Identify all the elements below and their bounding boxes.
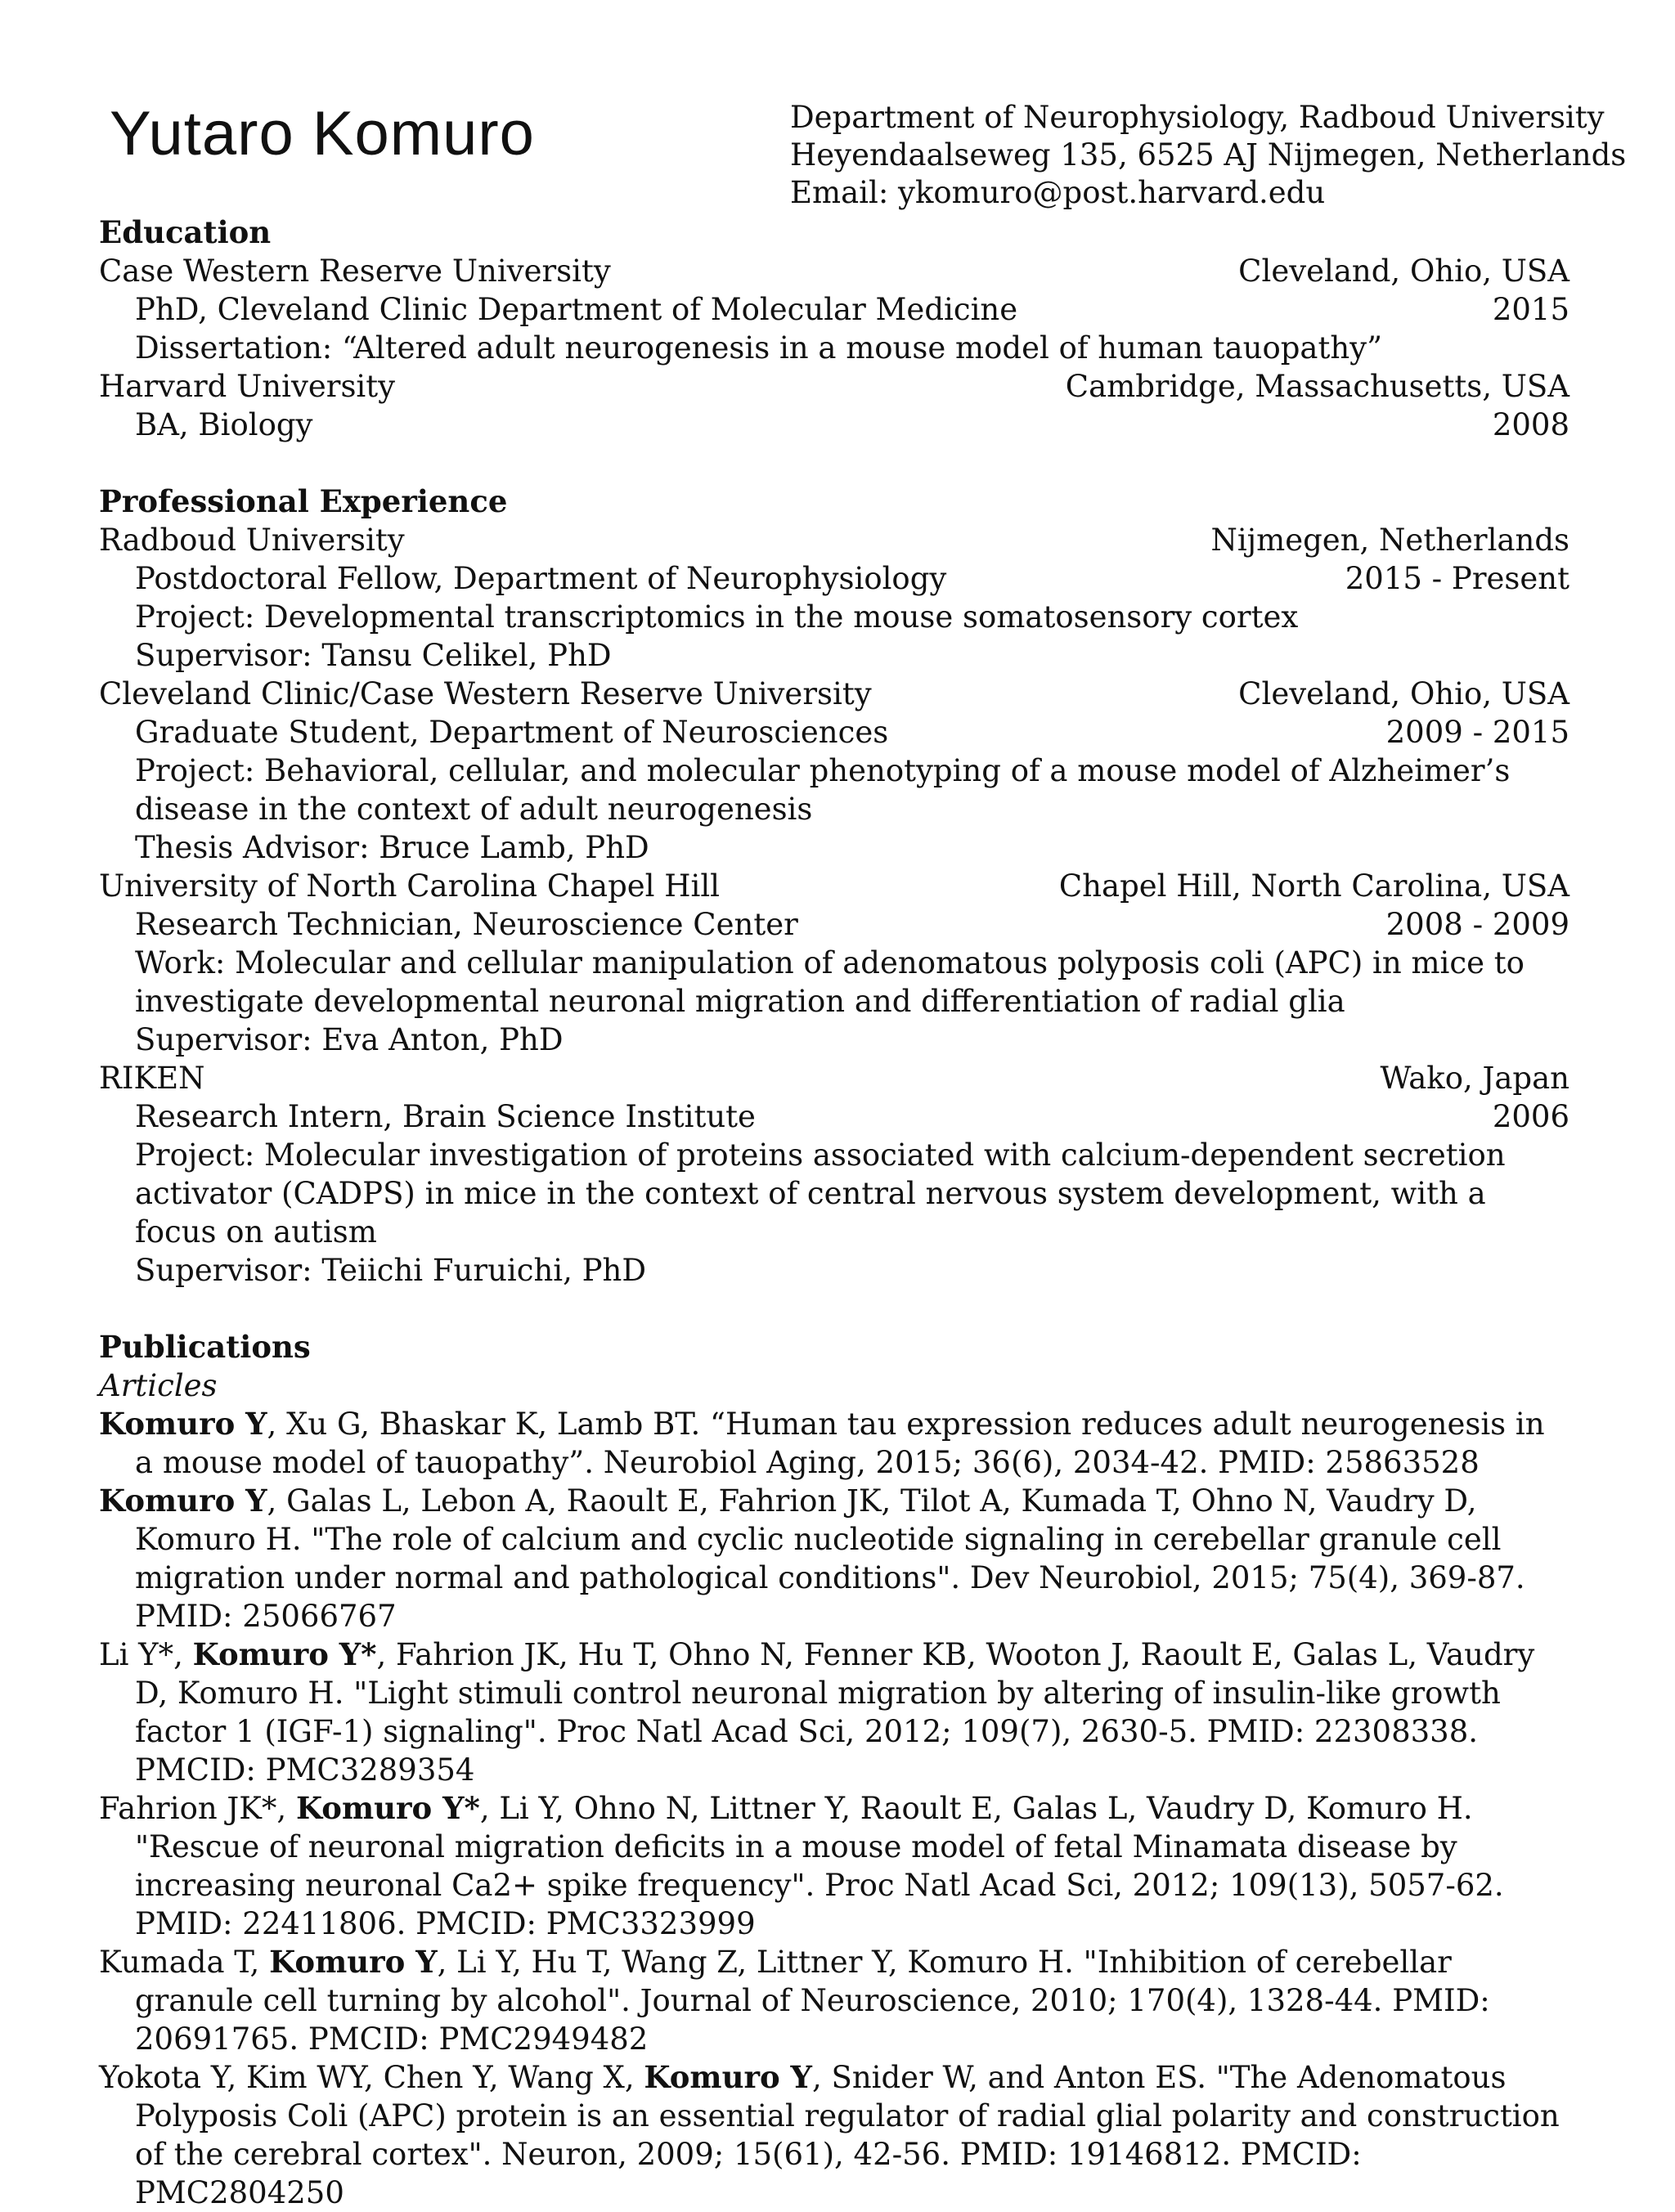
pub-authors-before: Kumada T, [99, 1945, 270, 1980]
pub-authors-before: Fahrion JK*, [99, 1791, 296, 1826]
location: Cleveland, Ohio, USA [1238, 254, 1569, 289]
institution: University of North Carolina Chapel Hill [99, 868, 721, 904]
location: Wako, Japan [1380, 1061, 1569, 1096]
pub-citation: , Xu G, Bhaskar K, Lamb BT. “Human tau expression reduces adult neurogenesis in a mouse model of tauopathy”. Neurobiol Aging, 2015; 36(6), 2034-42. PMID: 25863528 [135, 1407, 1545, 1480]
institution: Radboud University [99, 523, 405, 558]
supervisor: Thesis Advisor: Bruce Lamb, PhD [135, 830, 649, 865]
department-line: Department of Neurophysiology, Radboud University [790, 100, 1605, 135]
experience-item [99, 521, 1569, 675]
pub-author-highlight: Komuro Y [99, 1406, 267, 1442]
contact-block [790, 99, 1626, 212]
location: Nijmegen, Netherlands [1210, 523, 1569, 558]
address-line: Heyendaalseweg 135, 6525 AJ Nijmegen, Netherlands [790, 137, 1627, 173]
pub-author-highlight: Komuro Y* [295, 1790, 480, 1826]
education-section [99, 213, 1569, 444]
pub-citation: , Fahrion JK, Hu T, Ohno N, Fenner KB, Wooton J, Raoult E, Galas L, Vaudry D, Komuro H. "Light stimuli control neuronal migration by altering of insulin-like growth factor 1 (IGF-1) signaling". Proc Natl Acad Sci, 2012; 109(7), 2630-5. PMID: 22308338. PMCID: PMC3289354 [135, 1637, 1535, 1788]
education-item-header [99, 252, 1569, 290]
location: Cambridge, Massachusetts, USA [1065, 369, 1569, 404]
detail: Project: Behavioral, cellular, and molecular phenotyping of a mouse model of Alzheimer’s disease in the context of adult neurogenesis [135, 753, 1511, 827]
role-row [99, 1097, 1569, 1136]
person-name: Yutaro Komuro [110, 99, 535, 168]
section-spacer [99, 1290, 1569, 1328]
publications-subtitle: Articles [99, 1368, 218, 1403]
detail: Work: Molecular and cellular manipulation of adenomatous polyposis coli (APC) in mice to investigate developmental neuronal migration and differentiation of radial glia [135, 945, 1525, 1019]
education-item-header [99, 367, 1569, 406]
institution: RIKEN [99, 1061, 205, 1096]
degree: BA, Biology [135, 407, 313, 442]
detail: Project: Developmental transcriptomics in the mouse somatosensory cortex [135, 599, 1299, 635]
dates: 2008 - 2009 [1385, 907, 1569, 942]
publication-entry [99, 1405, 1569, 1482]
year: 2015 [1492, 292, 1569, 327]
institution: Cleveland Clinic/Case Western Reserve University [99, 676, 872, 711]
education-item [99, 252, 1569, 367]
section-title-experience: Professional Experience [99, 483, 508, 519]
pub-citation: , Galas L, Lebon A, Raoult E, Fahrion JK, Tilot A, Kumada T, Ohno N, Vaudry D, Komuro H. "The role of calcium and cyclic nucleotide signaling in cerebellar granule cell migration under normal and pathological conditions". Dev Neurobiol, 2015; 75(4), 369-87. PMID: 25066767 [135, 1483, 1525, 1634]
publication-entry [99, 1482, 1569, 1635]
institution: Case Western Reserve University [99, 254, 611, 289]
experience-item [99, 675, 1569, 867]
dates: 2015 - Present [1345, 561, 1569, 596]
pub-citation: , Snider W, and Anton ES. "The Adenomatous Polyposis Coli (APC) protein is an essential regulator of radial glial polarity and construction of the cerebral cortex". Neuron, 2009; 15(61), 42-56. PMID: 19146812. PMCID: PMC2804250 [135, 2060, 1560, 2210]
publication-entry [99, 1943, 1569, 2058]
pub-author-highlight: Komuro Y [99, 1483, 267, 1519]
degree-row [99, 290, 1569, 329]
experience-section [99, 482, 1569, 1290]
experience-item-header [99, 1059, 1569, 1097]
publication-entry [99, 1635, 1569, 1789]
role: Research Technician, Neuroscience Center [135, 907, 798, 942]
degree: PhD, Cleveland Clinic Department of Molecular Medicine [135, 292, 1018, 327]
education-item [99, 367, 1569, 444]
experience-item [99, 1059, 1569, 1290]
pub-citation: , Li Y, Hu T, Wang Z, Littner Y, Komuro H. "Inhibition of cerebellar granule cell turning by alcohol". Journal of Neuroscience, 2010; 170(4), 1328-44. PMID: 20691765. PMCID: PMC2949482 [135, 1945, 1490, 2057]
publication-entry [99, 1789, 1569, 1943]
experience-item-header [99, 867, 1569, 905]
institution: Harvard University [99, 369, 396, 404]
pub-author-highlight: Komuro Y* [192, 1636, 377, 1672]
experience-item [99, 867, 1569, 1059]
email-line[interactable]: Email: ykomuro@post.harvard.edu [790, 175, 1326, 210]
detail: Project: Molecular investigation of proteins associated with calcium-dependent secretion activator (CADPS) in mice in the context of central nervous system development, with a focus on autism [135, 1137, 1506, 1250]
supervisor: Supervisor: Teiichi Furuichi, PhD [135, 1253, 647, 1288]
location: Chapel Hill, North Carolina, USA [1058, 868, 1569, 904]
supervisor: Supervisor: Tansu Celikel, PhD [135, 638, 612, 673]
role-row [99, 713, 1569, 752]
supervisor: Supervisor: Eva Anton, PhD [135, 1022, 564, 1057]
section-title-education: Education [99, 214, 272, 250]
role: Research Intern, Brain Science Institute [135, 1099, 756, 1134]
section-spacer [99, 444, 1569, 482]
role: Postdoctoral Fellow, Department of Neurophysiology [135, 561, 947, 596]
year: 2008 [1492, 407, 1569, 442]
role-row [99, 905, 1569, 944]
degree-row [99, 406, 1569, 444]
pub-citation: , Li Y, Ohno N, Littner Y, Raoult E, Galas L, Vaudry D, Komuro H. "Rescue of neuronal migration deficits in a mouse model of fetal Minamata disease by increasing neuronal Ca2+ spike frequency". Proc Natl Acad Sci, 2012; 109(13), 5057-62. PMID: 22411806. PMCID: PMC3323999 [135, 1791, 1504, 1941]
experience-item-header [99, 675, 1569, 713]
role-row [99, 559, 1569, 598]
section-title-publications: Publications [99, 1329, 311, 1365]
pub-author-highlight: Komuro Y [644, 2059, 812, 2095]
pub-authors-before: Li Y*, [99, 1637, 193, 1672]
dates: 2009 - 2015 [1385, 715, 1569, 750]
cv-content [99, 213, 1569, 2212]
pub-authors-before: Yokota Y, Kim WY, Chen Y, Wang X, [99, 2060, 644, 2095]
dissertation: Dissertation: “Altered adult neurogenesis in a mouse model of human tauopathy” [135, 330, 1382, 366]
location: Cleveland, Ohio, USA [1238, 676, 1569, 711]
role: Graduate Student, Department of Neurosciences [135, 715, 889, 750]
publications-section [99, 1328, 1569, 2212]
dates: 2006 [1492, 1099, 1569, 1134]
publication-entry [99, 2058, 1569, 2212]
experience-item-header [99, 521, 1569, 559]
pub-author-highlight: Komuro Y [269, 1944, 438, 1980]
